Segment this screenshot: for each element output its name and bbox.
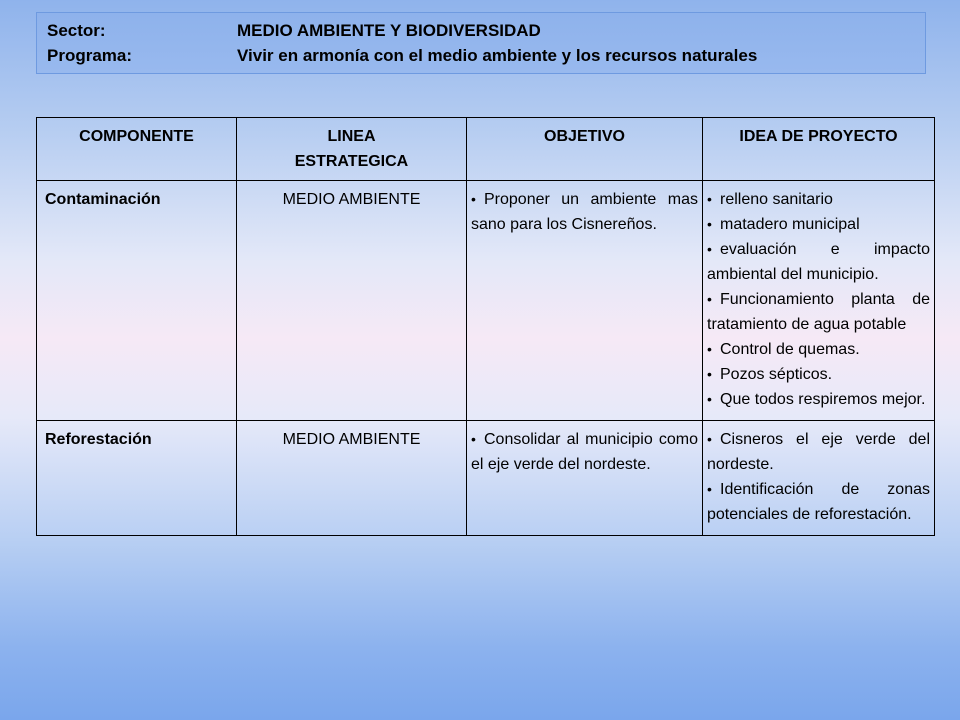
list-item-text: Cisneros el eje verde del nordeste. (707, 431, 930, 473)
componente-cell: Reforestación (37, 421, 237, 536)
list-item-text: Identificación de zonas potenciales de reforestación. (707, 481, 930, 523)
list-item-text: Consolidar al municipio como el eje verde del nordeste. (471, 431, 698, 473)
bullet-icon: • (707, 241, 712, 257)
bullet-icon: • (707, 341, 712, 357)
list-item (707, 187, 930, 212)
list-item-text: matadero municipal (720, 216, 860, 233)
idea-cell (703, 181, 935, 421)
sector-label: Sector: (47, 21, 106, 40)
bullet-icon: • (707, 191, 712, 207)
bullet-icon: • (471, 191, 476, 207)
project-table (36, 117, 935, 536)
bullet-icon: • (707, 366, 712, 382)
list-item (707, 337, 930, 362)
programa-value: Vivir en armonía con el medio ambiente y los recursos naturales (237, 46, 758, 65)
table-row (37, 421, 935, 536)
table-row (37, 181, 935, 421)
list-item-text: Pozos sépticos. (720, 366, 833, 383)
list-item (707, 212, 930, 237)
table-header-row (37, 118, 935, 181)
col-header-idea: IDEA DE PROYECTO (703, 118, 935, 181)
header-box (36, 12, 926, 74)
sector-value: MEDIO AMBIENTE Y BIODIVERSIDAD (237, 21, 541, 40)
objetivo-cell-list (471, 187, 698, 237)
idea-cell-list (707, 427, 930, 527)
list-item (707, 362, 930, 387)
list-item (471, 187, 698, 237)
col-header-linea: LINEA ESTRATEGICA (237, 118, 467, 181)
componente-cell: Contaminación (37, 181, 237, 421)
bullet-icon: • (707, 216, 712, 232)
list-item (707, 287, 930, 337)
list-item-text: evaluación e impacto ambiental del municipio. (707, 241, 930, 283)
list-item-text: relleno sanitario (720, 191, 833, 208)
objetivo-cell (467, 181, 703, 421)
bullet-icon: • (471, 431, 476, 447)
programa-label: Programa: (47, 46, 133, 65)
list-item (707, 237, 930, 287)
col-header-objetivo: OBJETIVO (467, 118, 703, 181)
list-item (707, 387, 930, 412)
table-body (37, 181, 935, 536)
list-item (707, 427, 930, 477)
bullet-icon: • (707, 481, 712, 497)
linea-cell: MEDIO AMBIENTE (237, 181, 467, 421)
list-item-text: Funcionamiento planta de tratamiento de agua potable (707, 291, 930, 333)
idea-cell-list (707, 187, 930, 412)
col-header-componente: COMPONENTE (37, 118, 237, 181)
objetivo-cell (467, 421, 703, 536)
bullet-icon: • (707, 431, 712, 447)
list-item-text: Proponer un ambiente mas sano para los Cisnereños. (471, 191, 698, 233)
idea-cell (703, 421, 935, 536)
bullet-icon: • (707, 291, 712, 307)
list-item (471, 427, 698, 477)
objetivo-cell-list (471, 427, 698, 477)
linea-cell: MEDIO AMBIENTE (237, 421, 467, 536)
list-item (707, 477, 930, 527)
bullet-icon: • (707, 391, 712, 407)
list-item-text: Control de quemas. (720, 341, 860, 358)
list-item-text: Que todos respiremos mejor. (720, 391, 926, 408)
